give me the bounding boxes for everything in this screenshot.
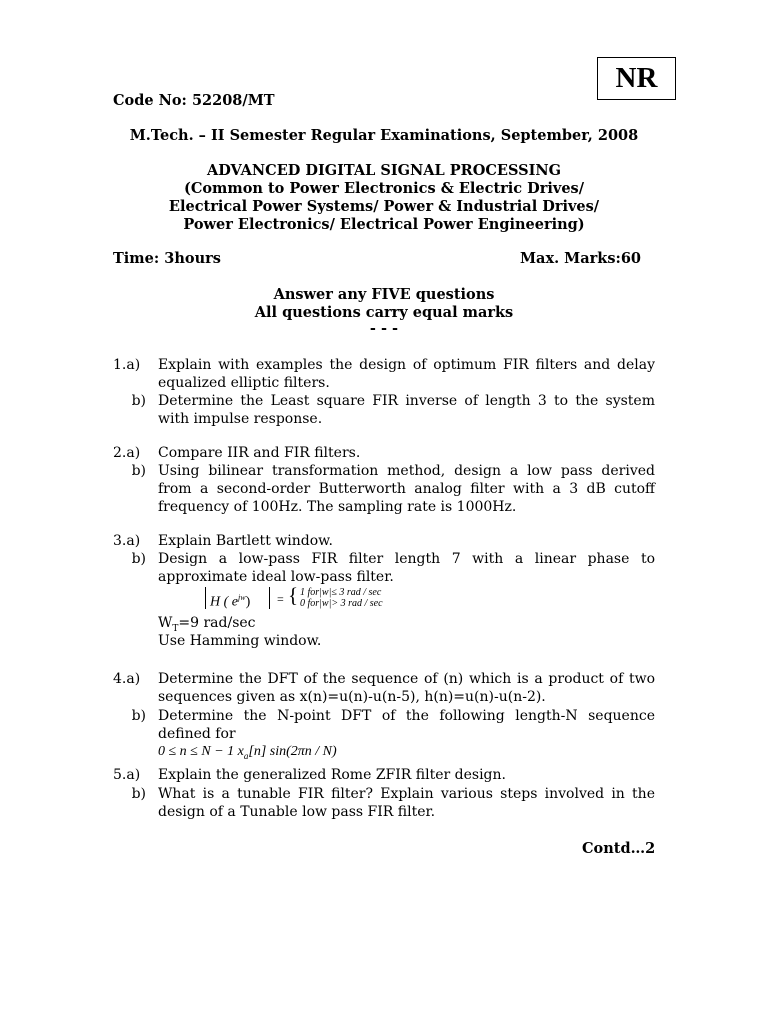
question-text: Explain Bartlett window. [158, 533, 333, 549]
common-line: Power Electronics/ Electrical Power Engineering) [183, 216, 585, 233]
eq-superscript: jw [238, 593, 246, 602]
question-text: Use Hamming window. [158, 633, 322, 649]
separator: - - - [369, 320, 399, 337]
subject-title: ADVANCED DIGITAL SIGNAL PROCESSING [206, 162, 562, 179]
question-text: Design a low-pass FIR filter length 7 with a linear phase to [158, 551, 655, 567]
question-text: from a second-order Butterworth analog filter with a 3 dB cutoff [158, 481, 655, 497]
question-number: b) [131, 786, 146, 802]
abs-bar-right [269, 587, 270, 609]
instruction-line: All questions carry equal marks [254, 304, 514, 321]
question-text: Compare IIR and FIR filters. [158, 445, 361, 461]
question-number: 4.a) [113, 671, 141, 687]
question-text: sequences given as x(n)=u(n)-u(n-5), h(n)=u(n)-u(n-2). [158, 689, 546, 705]
question-number: b) [131, 708, 146, 724]
question-text: Determine the DFT of the sequence of (n) which is a product of two [158, 671, 655, 687]
abs-bar-left [205, 587, 206, 609]
common-line: (Common to Power Electronics & Electric Drives/ [183, 180, 585, 197]
question-number: 3.a) [113, 533, 141, 549]
continued-marker: Contd…2 [582, 840, 656, 857]
wt-value: $W_T=9$ rad/sec [158, 615, 256, 634]
question-number: b) [131, 551, 146, 567]
question-text: Explain the generalized Rome ZFIR filter design. [158, 767, 506, 783]
question-text: approximate ideal low-pass filter. [158, 569, 394, 585]
max-marks-label: Max. Marks:60 [520, 250, 642, 267]
question-text: design of a Tunable low pass FIR filter. [158, 804, 436, 820]
question-number: 2.a) [113, 445, 141, 461]
question-text: Using bilinear transformation method, design a low pass derived [158, 463, 655, 479]
brace-icon: { [288, 583, 299, 607]
code-number: Code No: 52208/MT [113, 92, 275, 109]
instruction-line: Answer any FIVE questions [273, 286, 495, 303]
eq-equals: = [277, 592, 284, 606]
question-number: 5.a) [113, 767, 141, 783]
dft-formula: 0 ≤ n ≤ N − 1 $x_a[n]$ sin(2πn / N) [158, 744, 337, 761]
question-number: b) [131, 393, 146, 409]
question-text: defined for [158, 726, 236, 742]
exam-title: M.Tech. – II Semester Regular Examinations, September, 2008 [129, 127, 639, 144]
question-text: frequency of 100Hz. The sampling rate is 1000Hz. [158, 499, 517, 515]
filter-equation [205, 583, 405, 610]
common-line: Electrical Power Systems/ Power & Industrial Drives/ [168, 198, 600, 215]
eq-lhs: H ( $e^{jw}$) [210, 593, 251, 610]
nr-badge: NR [597, 57, 676, 100]
question-text: Determine the N-point DFT of the following length-N sequence [158, 708, 655, 724]
question-text: Determine the Least square FIR inverse of length 3 to the system [158, 393, 655, 409]
question-text: with impulse response. [158, 411, 323, 427]
case-line: 1 for|w|≤ 3 rad / sec [300, 587, 382, 598]
question-number: 1.a) [113, 357, 141, 373]
time-label: Time: 3hours [113, 250, 221, 267]
question-text: What is a tunable FIR filter? Explain various steps involved in the [158, 786, 655, 802]
case-line: 0 for|w|> 3 rad / sec [300, 598, 383, 609]
question-text: equalized elliptic filters. [158, 375, 330, 391]
question-number: b) [131, 463, 146, 479]
question-text: Explain with examples the design of optimum FIR filters and delay [158, 357, 655, 373]
